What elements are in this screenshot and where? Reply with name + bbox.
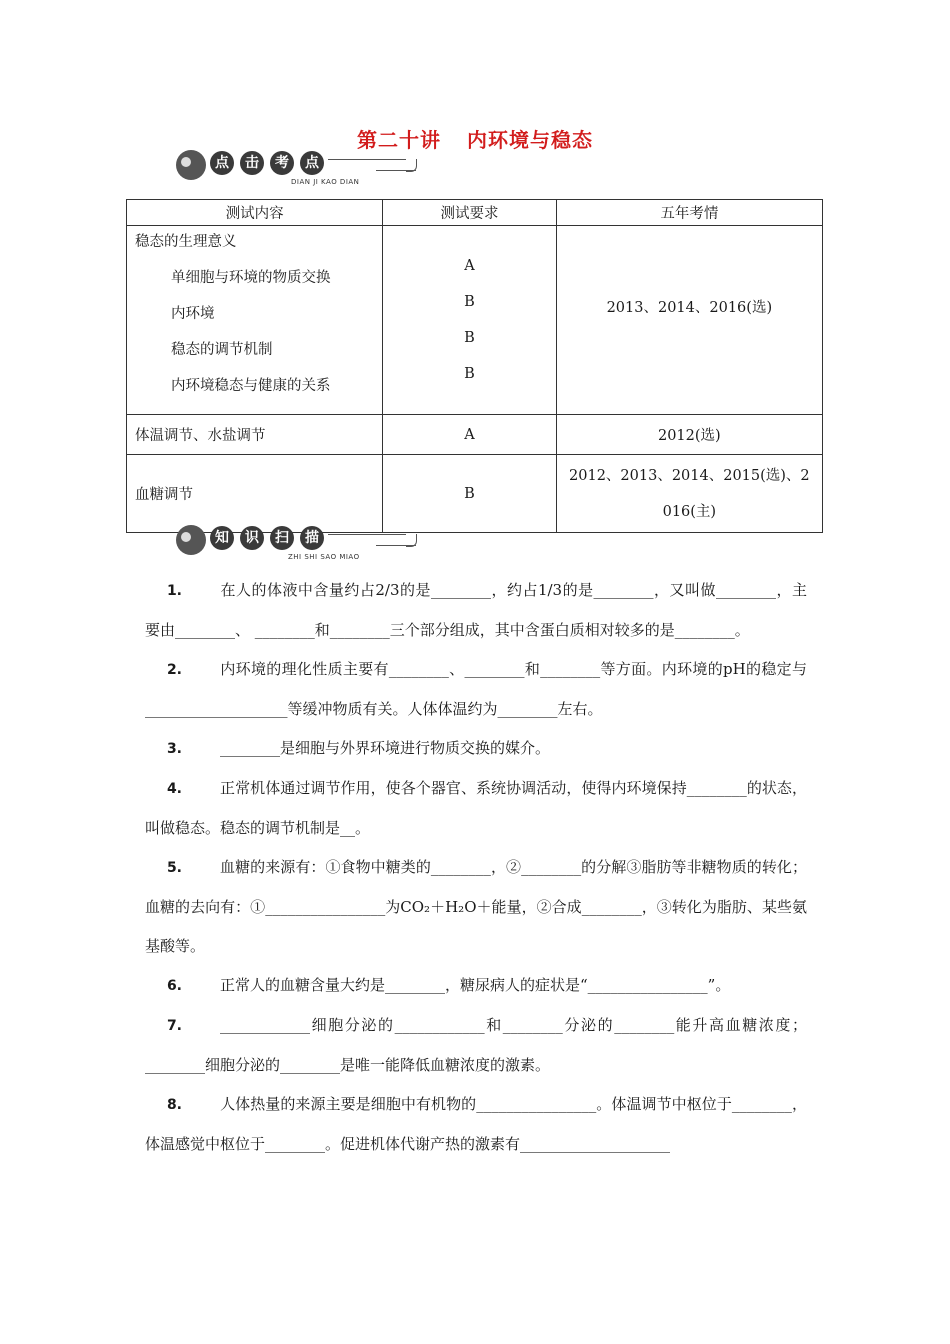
question-number: 8.	[166, 1097, 182, 1113]
question-item	[145, 571, 807, 650]
banner-char: 点	[300, 151, 324, 175]
banner-char: 击	[240, 151, 264, 175]
table-row	[127, 455, 823, 533]
requirement-cell: B	[383, 455, 556, 533]
question-item	[145, 729, 807, 769]
table-row	[127, 415, 823, 455]
question-item	[145, 650, 807, 729]
question-number: 3.	[166, 741, 182, 757]
requirement-level: B	[464, 366, 475, 382]
syllabus-table	[126, 199, 823, 533]
topic-title: 稳态的生理意义	[135, 234, 237, 250]
requirement-cell: A	[383, 415, 556, 455]
page-title	[0, 124, 950, 153]
question-item	[145, 848, 807, 966]
topic-cell: 血糖调节	[127, 455, 383, 533]
header-content: 测试内容	[127, 200, 383, 226]
exam-years-line: 2012、2013、2014、2015(选)、2	[569, 467, 810, 484]
topic-cell: 体温调节、水盐调节	[127, 415, 383, 455]
exam-years-cell: 2012(选)	[556, 415, 822, 455]
question-text: 正常人的血糖含量大约是________，糖尿病人的症状是“________________”。	[220, 976, 731, 994]
title-lecture-number: 第二十讲	[357, 128, 441, 152]
question-text: 人体热量的来源主要是细胞中有机物的________________。体温调节中枢位于________，体温感觉中枢位于________。促进机体代谢产热的激素有____________________	[145, 1095, 807, 1153]
question-number: 4.	[166, 781, 182, 797]
exam-years-cell: 2013、2014、2016(选)	[556, 226, 822, 415]
question-number: 7.	[166, 1018, 182, 1034]
section-banner-key-points	[176, 148, 421, 188]
section-banner-knowledge-scan	[176, 523, 421, 563]
banner-char: 考	[270, 151, 294, 175]
question-number: 2.	[166, 662, 182, 678]
subtopic: 稳态的调节机制	[171, 342, 273, 358]
requirement-cell	[383, 226, 556, 415]
topic-cell	[127, 226, 383, 415]
header-exam-years: 五年考情	[556, 200, 822, 226]
subtopic: 单细胞与环境的物质交换	[171, 270, 331, 286]
banner-char: 扫	[270, 526, 294, 550]
exam-years-line: 016(主)	[662, 503, 717, 520]
question-item	[145, 1006, 807, 1085]
requirement-level: B	[464, 330, 475, 346]
question-item	[145, 966, 807, 1006]
banner-char: 识	[240, 526, 264, 550]
question-number: 1.	[166, 583, 182, 599]
subtopic: 内环境	[171, 306, 215, 322]
question-text: 正常机体通过调节作用，使各个器官、系统协调活动，使得内环境保持________的状态，叫做稳态。稳态的调节机制是__。	[145, 779, 807, 837]
requirement-level: A	[464, 258, 475, 274]
banner-subtitle: DIAN JI KAO DIAN	[291, 178, 360, 186]
subtopic: 内环境稳态与健康的关系	[171, 378, 331, 394]
table-row	[127, 226, 823, 415]
question-number: 5.	[166, 860, 182, 876]
question-number: 6.	[166, 978, 182, 994]
banner-char: 点	[210, 151, 234, 175]
question-text: ________是细胞与外界环境进行物质交换的媒介。	[220, 739, 551, 757]
question-text: 在人的体液中含量约占2/3的是________，约占1/3的是________，又叫做________，主要由________、 ________和________三个部分组成，其中含蛋白质相对较多的是________。	[145, 581, 807, 639]
banner-subtitle: ZHI SHI SAO MIAO	[288, 553, 360, 561]
banner-logo-icon	[176, 150, 206, 180]
question-text: ____________细胞分泌的____________和________分泌的________能升高血糖浓度；________细胞分泌的________是唯一能降低血糖浓度的激素。	[145, 1016, 807, 1074]
question-item	[145, 769, 807, 848]
question-text: 血糖的来源有：①食物中糖类的________，②________的分解③脂肪等非糖物质的转化；血糖的去向有：①________________为CO₂＋H₂O＋能量，②合成________，③转化为脂肪、某些氨基酸等。	[145, 858, 807, 955]
header-requirement: 测试要求	[383, 200, 556, 226]
question-list	[145, 571, 807, 1164]
banner-char: 描	[300, 526, 324, 550]
question-item	[145, 1085, 807, 1164]
banner-logo-icon	[176, 525, 206, 555]
question-text: 内环境的理化性质主要有________、________和________等方面。内环境的pH的稳定与___________________等缓冲物质有关。人体体温约为________左右。	[145, 660, 807, 718]
banner-char: 知	[210, 526, 234, 550]
title-topic: 内环境与稳态	[467, 128, 593, 152]
table-header-row	[127, 200, 823, 226]
exam-years-cell	[556, 455, 822, 533]
requirement-level: B	[464, 294, 475, 310]
